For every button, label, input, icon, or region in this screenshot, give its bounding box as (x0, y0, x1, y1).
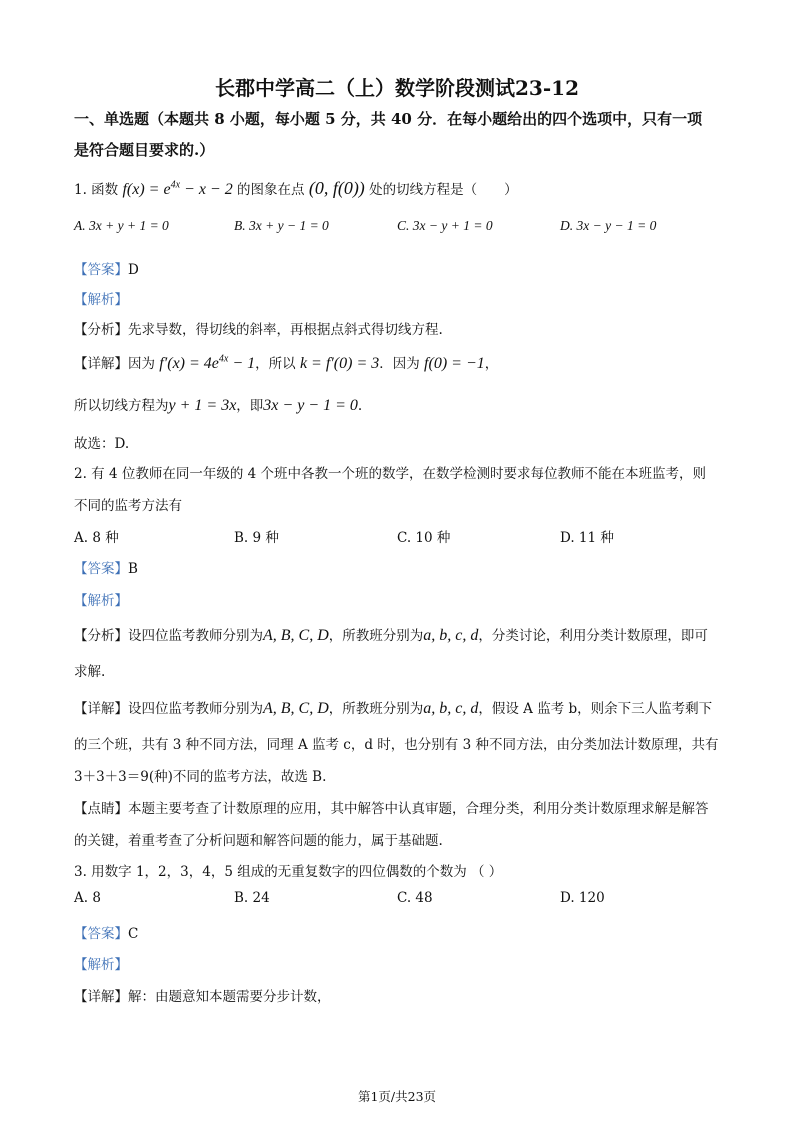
q2-option-d: D. 11 种 (560, 530, 614, 546)
q2-fenxi-cont: 求解. (74, 664, 106, 680)
q1-conclusion: 故选：D. (74, 436, 130, 452)
q3-analysis-tag: 【解析】 (74, 957, 128, 973)
q1-fenxi: 【分析】先求导数，得切线的斜率，再根据点斜式得切线方程. (74, 322, 443, 338)
q1-option-a: A. 3x + y + 1 = 0 (74, 218, 169, 233)
section-heading-cont: 是符合题目要求的.） (74, 141, 215, 159)
q2-fenxi: 【分析】设四位监考教师分别为A, B, C, D，所教班分别为a, b, c, d，分类讨论，利用分类计数原理，即可 (74, 627, 708, 644)
q1-detail-line2: 所以切线方程为y + 1 = 3x，即3x − y − 1 = 0. (74, 397, 363, 414)
q3-option-b: B. 24 (234, 890, 270, 906)
q2-option-b: B. 9 种 (234, 530, 279, 546)
q2-answer: 【答案】B (74, 561, 138, 577)
q1-mid: 的图象在点 (237, 182, 305, 198)
q2-stem: 2. 有 4 位教师在同一年级的 4 个班中各教一个班的数学，在数学检测时要求每位教师不能在本班监考，则 (74, 466, 707, 482)
q1-answer: 【答案】D (74, 262, 139, 278)
page-footer: 第1页/共23页 (357, 1089, 437, 1104)
q3-option-d: D. 120 (560, 890, 605, 906)
q3-detail: 【详解】解：由题意知本题需要分步计数， (74, 989, 331, 1005)
q1-option-c: C. 3x − y + 1 = 0 (397, 218, 493, 233)
q3-stem: 3. 用数字 1，2，3，4，5 组成的无重复数字的四位偶数的个数为 （ ） (74, 864, 503, 880)
q1-suffix: 处的切线方程是（ ） (369, 182, 518, 198)
q2-detail: 【详解】设四位监考教师分别为A, B, C, D，所教班分别为a, b, c, d，假设 A 监考 b，则余下三人监考剩下 (74, 700, 713, 717)
q3-option-c: C. 48 (397, 890, 433, 906)
q2-option-c: C. 10 种 (397, 530, 451, 546)
page-title: 长郡中学高二（上）数学阶段测试23-12 (215, 76, 579, 100)
q1-function: $f(x) = e^{4x} - x - 2$ (122, 179, 233, 198)
q2-analysis-tag: 【解析】 (74, 593, 128, 609)
q1-detail: 【详解】因为 $f'(x) = 4e^{4x} - 1$，所以 k = f′(0) = 3．因为 f(0) = −1， (74, 353, 499, 372)
q1-option-b: B. 3x + y − 1 = 0 (234, 218, 329, 233)
q1-stem (74, 178, 518, 199)
q2-option-a: A. 8 种 (74, 530, 119, 546)
q3-option-a: A. 8 (74, 890, 101, 906)
q2-dianjing-cont: 的关键，着重考查了分析问题和解答问题的能力，属于基础题. (74, 833, 443, 849)
q1-point: (0, f(0)) (308, 178, 365, 198)
q1-analysis-tag: 【解析】 (74, 292, 128, 308)
q1-prefix: 1. 函数 (74, 182, 119, 198)
section-heading: 一、单选题（本题共 8 小题，每小题 5 分，共 40 分．在每小题给出的四个选项中，只有一项 (74, 110, 703, 128)
q3-answer: 【答案】C (74, 926, 139, 942)
q2-stem-cont: 不同的监考方法有 (74, 498, 182, 514)
q1-option-d: D. 3x − y − 1 = 0 (560, 218, 657, 233)
q2-dianjing: 【点睛】本题主要考查了计数原理的应用，其中解答中认真审题，合理分类，利用分类计数原理求解是解答 (74, 801, 709, 817)
q2-detail-line2: 的三个班，共有 3 种不同方法，同理 A 监考 c，d 时，也分别有 3 种不同方法，由分类加法计数原理，共有 (74, 737, 719, 753)
q2-detail-line3: 3＋3＋3＝9(种)不同的监考方法，故选 B. (74, 769, 327, 785)
